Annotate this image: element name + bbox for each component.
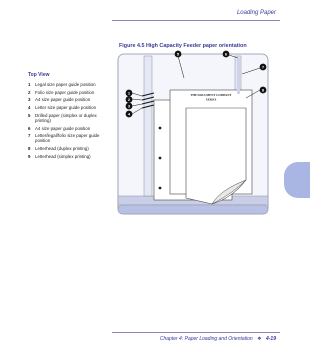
figure-caption: Figure 4.5 High Capacity Feeder paper orientation [119,43,247,49]
legend-item-3 [28,97,112,102]
letterhead-company-text: THE DOCUMENT COMPANY [190,93,232,97]
a4-guide-indicator [237,58,240,94]
legend-text: Letterhead (duplex printing) [35,146,89,151]
callout-label: 8 [261,87,265,93]
callout-7 [260,64,267,71]
drill-hole [159,127,162,130]
legend-number: 9 [28,153,31,159]
callout-8 [260,87,267,94]
legend-item-6 [28,126,112,131]
legend-text: Letterhead (simplex printing) [35,153,91,159]
footer-chapter: Chapter 4: Paper Loading and Orientation [159,336,253,342]
letterhead-simplex-sheet [186,108,246,204]
callout-label: 6 [224,51,228,57]
drill-hole [159,187,162,190]
legend-text: Letter/legal/folio size paper guide position [35,133,100,144]
callout-label: 5 [176,51,180,57]
legend-item-9 [28,154,112,159]
legend-text: Legal size paper guide position [35,82,96,87]
legend-text: Letter size paper guide position [35,105,97,111]
legend-text: A4 size paper guide position [35,125,91,131]
legend-text: Folio size paper guide position [35,89,95,95]
page-footer [160,336,276,342]
callout-3 [126,103,133,110]
legend-text: A4 size paper guide position [35,97,91,103]
drill-hole [159,157,162,160]
legend-number: 7 [28,133,31,139]
sidebar-heading: Top View [28,72,50,78]
callout-label: 7 [261,64,265,70]
legend-text: Drilled paper (simplex or duplex printing) [35,112,97,123]
page-number: 4-19 [265,336,276,342]
callout-6 [223,51,230,58]
callout-label: 4 [127,111,131,117]
legend-number: 6 [28,125,31,131]
tray-front-lip [118,205,268,214]
legend-number: 5 [28,112,31,118]
legend-item-8 [28,146,112,151]
chapter-side-tab [284,162,310,198]
legend-number: 3 [28,97,31,103]
header-rule [112,20,280,21]
footer-rule [112,332,280,333]
callout-label: 2 [127,96,131,102]
feeder-tray-illustration [112,48,274,220]
callout-label: 3 [127,103,131,109]
legend-number: 8 [28,146,31,151]
legend-item-7 [28,133,112,143]
legend-number: 1 [28,82,31,87]
legend-item-4 [28,105,112,110]
left-guide-rail [144,56,152,196]
letterhead-brand-text: XEROX [205,97,217,102]
diamond-icon: ❖ [257,336,262,342]
legend-item-1 [28,82,112,87]
callout-1 [126,90,133,97]
legend-number: 2 [28,89,31,95]
legend-list [28,82,112,161]
legend-item-5 [28,113,112,123]
callout-2 [126,96,133,103]
legend-number: 4 [28,105,31,111]
running-header-title: Loading Paper [236,10,276,16]
callout-5 [175,51,182,58]
legend-item-2 [28,90,112,95]
callout-4 [126,111,133,118]
callout-label: 1 [127,90,131,96]
